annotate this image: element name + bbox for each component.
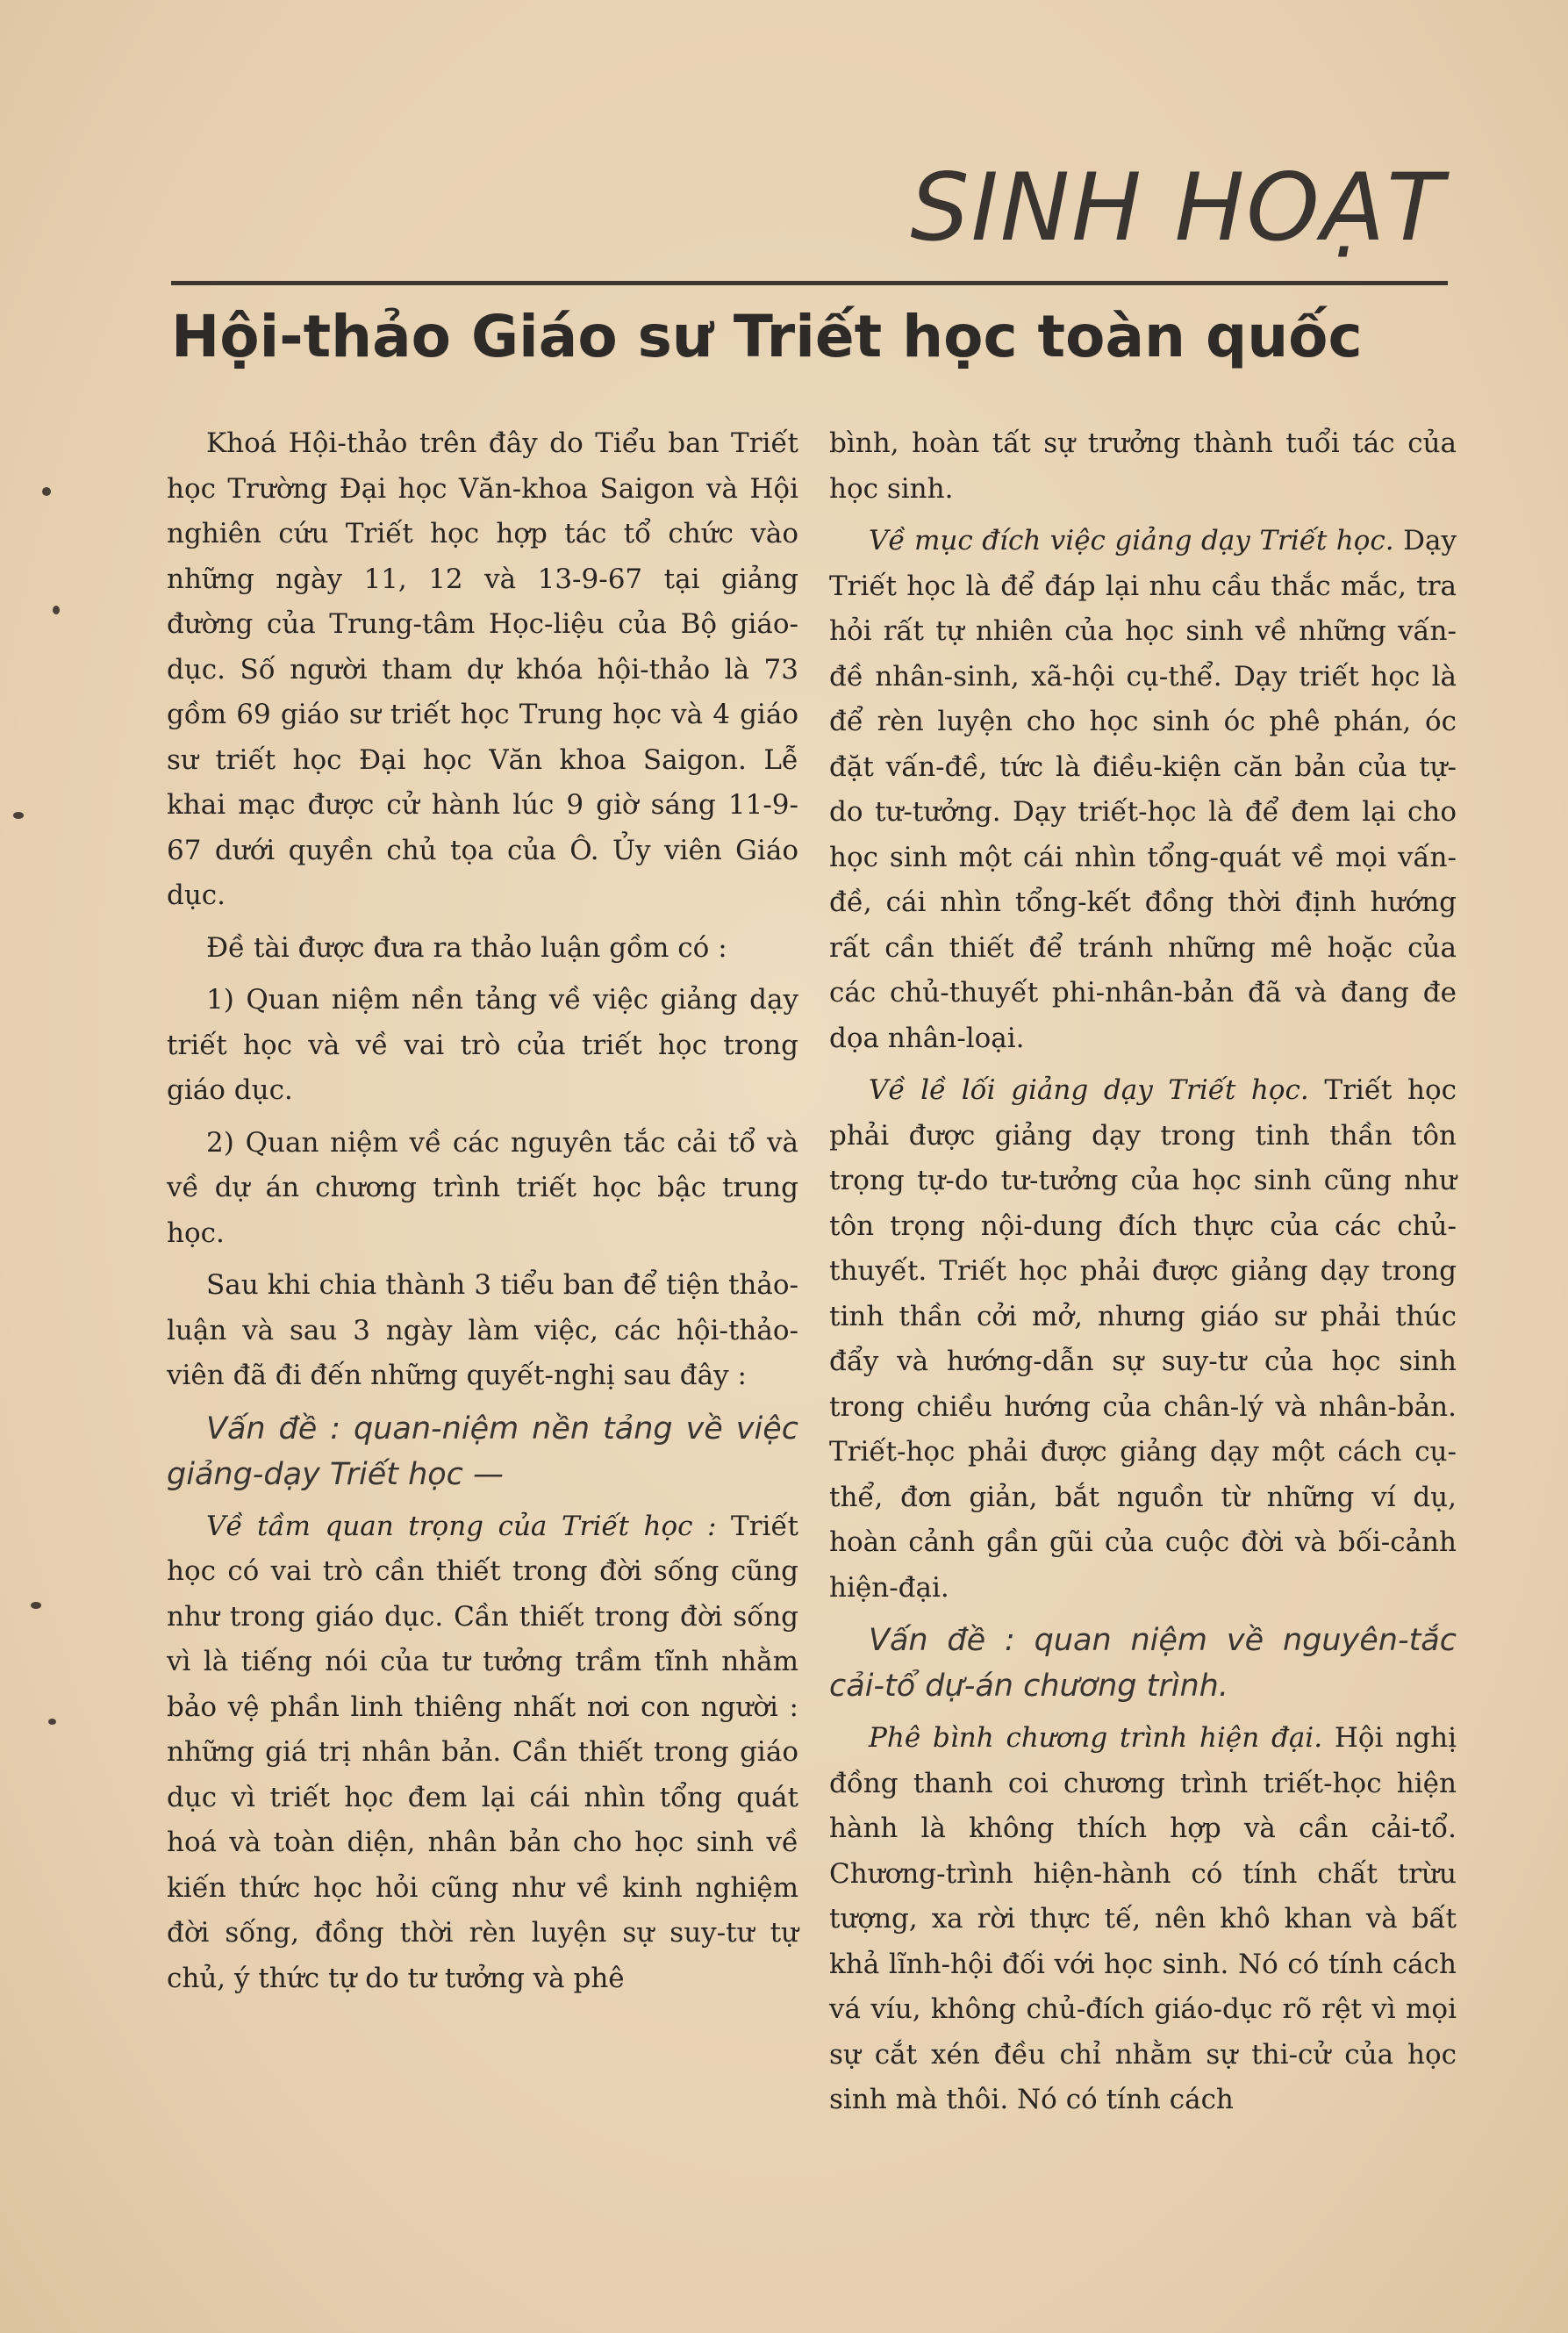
- paragraph: 2) Quan niệm về các nguyên tắc cải tổ và về dự án chương trình triết học bậc trung học.: [167, 1126, 798, 1249]
- binding-hole-mark: [53, 606, 60, 614]
- right-column: [829, 421, 1457, 2130]
- paragraph: Sau khi chia thành 3 tiểu ban để tiện thảo-luận và sau 3 ngày làm việc, các hội-thảo-viên đã đi đến những quyết-nghị sau đây :: [167, 1269, 798, 1391]
- paragraph-body: Dạy Triết học là để đáp lại nhu cầu thắc mắc, tra hỏi rất tự nhiên của học sinh về những vấn-đề nhân-sinh, xã-hội cụ-thể. Dạy triết học là để rèn luyện cho học sinh óc phê phán, óc đặt vấn-đề, tức là điều-kiện căn bản của tự-do tư-tưởng. Dạy triết-học là để đem lại cho học sinh một cái nhìn tổng-quát về mọi vấn-đề, cái nhìn tổng-kết đồng thời định hướng rất cần thiết để tránh những mê hoặc của các chủ-thuyết phi-nhân-bản đã và đang đe dọa nhân-loại.: [829, 525, 1457, 1054]
- paragraph: [829, 1716, 1457, 2123]
- paragraph-body: Triết học có vai trò cần thiết trong đời sống cũng như trong giáo dục. Cần thiết trong đời sống vì là tiếng nói của tư tưởng trầm tĩnh nhằm bảo vệ phần linh thiêng nhất nơi con người : những giá trị nhân bản. Cần thiết trong giáo dục vì triết học đem lại cái nhìn tổng quát hoá và toàn diện, nhân bản cho học sinh về kiến thức học hỏi cũng như về kinh nghiệm đời sống, đồng thời rèn luyện sự suy-tư tự chủ, ý thức tự do tư tưởng và phê: [167, 1510, 798, 1994]
- paragraph-body: Hội nghị đồng thanh coi chương trình triết-học hiện hành là không thích hợp và cần cải-tổ. Chương-trình hiện-hành có tính chất trừu tượng, xa rời thực tế, nên khô khan và bất khả lĩnh-hội đối với học sinh. Nó có tính cách vá víu, không chủ-đích giáo-dục rõ rệt vì mọi sự cắt xén đều chỉ nhằm sự thi-cử của học sinh mà thôi. Nó có tính cách: [829, 1722, 1457, 2115]
- paragraph: 1) Quan niệm nền tảng về việc giảng dạy triết học và về vai trò của triết học trong giáo dục.: [167, 984, 798, 1106]
- paragraph: [167, 1504, 798, 2002]
- article-headline: Hội-thảo Giáo sư Triết học toàn quốc: [171, 303, 1363, 370]
- subsection-heading: Vấn đề : quan-niệm nền tảng về việc giảng-dạy Triết học —: [167, 1411, 798, 1492]
- binding-hole-mark: [31, 1602, 41, 1609]
- paragraph-lead: Về tầm quan trọng của Triết học :: [206, 1510, 717, 1542]
- binding-hole-mark: [13, 812, 24, 819]
- paragraph: Đề tài được đưa ra thảo luận gồm có :: [206, 931, 727, 964]
- subsection-heading: Vấn đề : quan niệm về nguyên-tắc cải-tổ dự-án chương trình.: [829, 1623, 1457, 1704]
- paragraph-lead: Phê bình chương trình hiện đại.: [869, 1722, 1323, 1754]
- paragraph: [829, 519, 1457, 1061]
- section-label: SINH HOẠT: [910, 154, 1445, 262]
- paragraph-body: Triết học phải được giảng dạy trong tinh thần tôn trọng tự-do tư-tưởng của học sinh cũng như tôn trọng nội-dung đích thực của các chủ-thuyết. Triết học phải được giảng dạy trong tinh thần cởi mở, nhưng giáo sư phải thúc đẩy và hướng-dẫn sự suy-tư của học sinh trong chiều hướng của chân-lý và nhân-bản. Triết-học phải được giảng dạy một cách cụ-thể, đơn giản, bắt nguồn từ những ví dụ, hoàn cảnh gần gũi của cuộc đời và bối-cảnh hiện-đại.: [829, 1074, 1457, 1604]
- binding-hole-mark: [42, 487, 51, 496]
- paragraph: bình, hoàn tất sự trưởng thành tuổi tác của học sinh.: [829, 427, 1457, 505]
- paragraph: Khoá Hội-thảo trên đây do Tiểu ban Triết học Trường Đại học Văn-khoa Saigon và Hội nghiên cứu Triết học hợp tác tổ chức vào những ngày 11, 12 và 13-9-67 tại giảng đường của Trung-tâm Học-liệu của Bộ giáo-dục. Số người tham dự khóa hội-thảo là 73 gồm 69 giáo sư triết học Trung học và 4 giáo sư triết học Đại học Văn khoa Saigon. Lễ khai mạc được cử hành lúc 9 giờ sáng 11-9-67 dưới quyền chủ tọa của Ô. Ủy viên Giáo dục.: [167, 427, 798, 911]
- paragraph: [829, 1068, 1457, 1611]
- binding-hole-mark: [48, 1719, 56, 1725]
- paragraph-lead: Về lề lối giảng dạy Triết học.: [869, 1074, 1309, 1106]
- paragraph-lead: Về mục đích việc giảng dạy Triết học.: [869, 525, 1394, 556]
- left-column: [167, 421, 798, 2008]
- header-rule: [171, 281, 1448, 285]
